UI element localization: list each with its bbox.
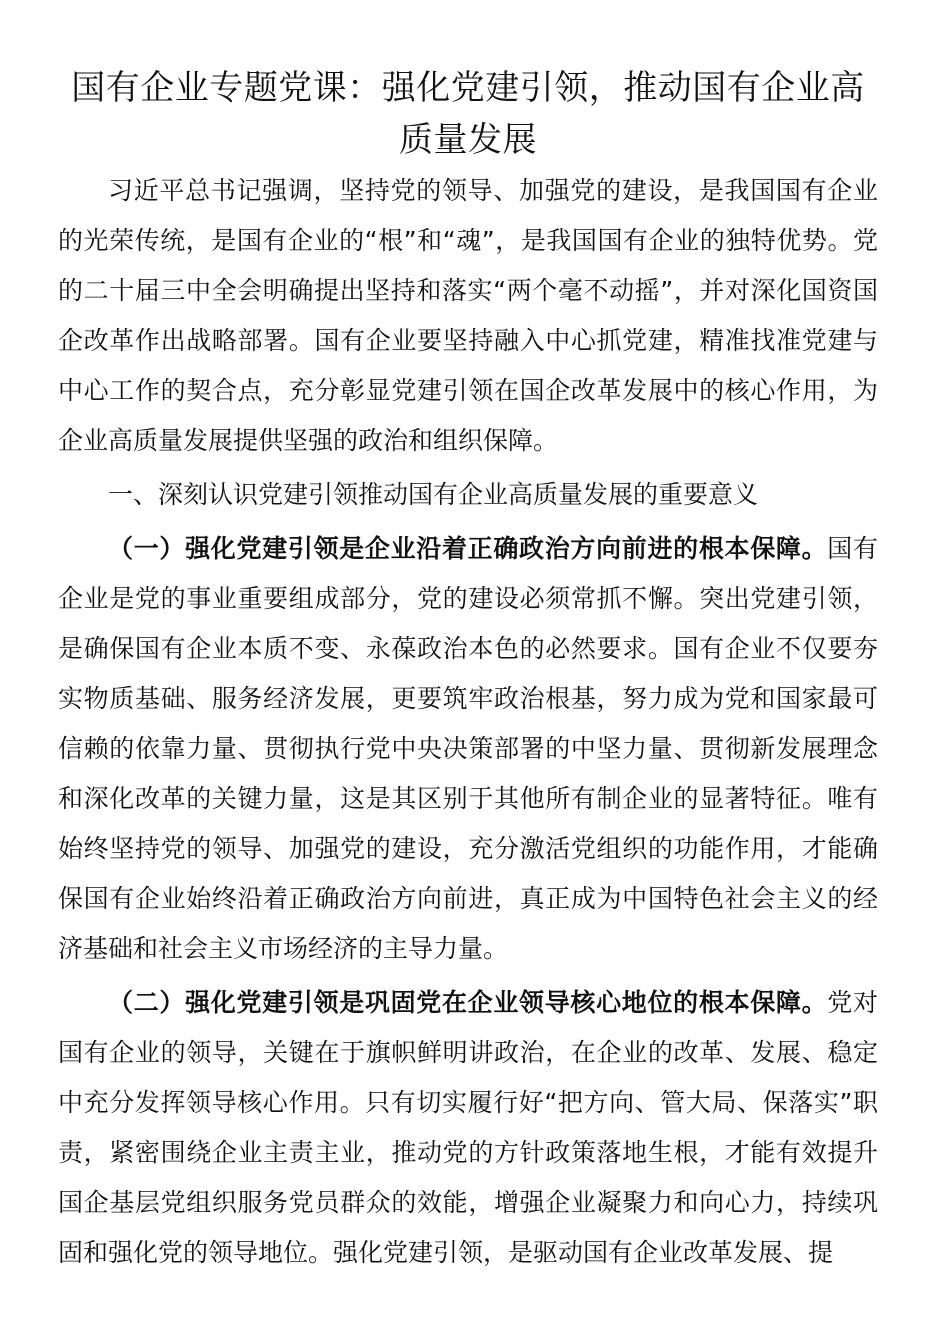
subsection-1-body: 国有企业是党的事业重要组成部分，党的建设必须常抓不懈。突出党建引领，是确保国有企业本质不变、永葆政治本色的必然要求。国有企业不仅要夯实物质基础、服务经济发展，更要筑牢政治根基，努力成为党和国家最可信赖的依靠力量、贯彻执行党中央决策部署的中坚力量、贯彻新发展理念和深化改革的关键力量，这是其区别于其他所有制企业的显著特征。唯有始终坚持党的领导、加强党的建设，充分激活党组织的功能作用，才能确保国有企业始终沿着正确政治方向前进，真正成为中国特色社会主义的经济基础和社会主义市场经济的主导力量。 xyxy=(58,534,878,963)
subsection-1-paragraph xyxy=(58,524,878,974)
subsection-1-lead: （一）强化党建引领是企业沿着正确政治方向前进的根本保障。 xyxy=(108,534,828,563)
section-heading-1: 一、深刻认识党建引领推动国有企业高质量发展的重要意义 xyxy=(108,480,759,509)
subsection-2-paragraph xyxy=(58,978,878,1278)
intro-paragraph: 习近平总书记强调，坚持党的领导、加强党的建设，是我国国有企业的光荣传统，是国有企业的“根”和“魂”，是我国国有企业的独特优势。党的二十届三中全会明确提出坚持和落实“两个毫不动摇”，并对深化国资国企改革作出战略部署。国有企业要坚持融入中心抓党建，精准找准党建与中心工作的契合点，充分彰显党建引领在国企改革发展中的核心作用，为企业高质量发展提供坚强的政治和组织保障。 xyxy=(58,176,878,455)
subsection-2-lead: （二）强化党建引领是巩固党在企业领导核心地位的根本保障。 xyxy=(108,988,828,1017)
document-title: 国有企业专题党课：强化党建引领，推动国有企业高质量发展 xyxy=(71,68,865,160)
subsection-2-body: 党对国有企业的领导，关键在于旗帜鲜明讲政治，在企业的改革、发展、稳定中充分发挥领导核心作用。只有切实履行好“把方向、管大局、保落实”职责，紧密围绕企业主责主业，推动党的方针政策落地生根，才能有效提升国企基层党组织服务党员群众的效能，增强企业凝聚力和向心力，持续巩固和强化党的领导地位。强化党建引领，是驱动国有企业改革发展、提 xyxy=(58,988,878,1267)
